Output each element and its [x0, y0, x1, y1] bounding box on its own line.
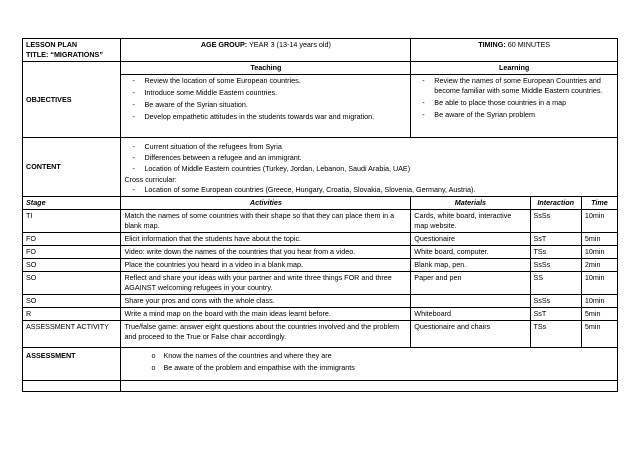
- age-group-value: YEAR 3 (13-14 years old): [247, 40, 331, 49]
- row-stage: FO: [23, 233, 121, 246]
- timing-label: TIMING:: [478, 40, 506, 49]
- timing-cell: [411, 39, 618, 62]
- row-stage: SO: [23, 259, 121, 272]
- table-row: [23, 272, 618, 295]
- row-stage: ASSESSMENT ACTIVITY: [23, 321, 121, 348]
- row-interaction: SsSs: [530, 210, 581, 233]
- row-interaction: SsT: [530, 308, 581, 321]
- row-materials: White board, computer.: [411, 246, 530, 259]
- table-row: [23, 308, 618, 321]
- learning-objectives: [411, 75, 618, 138]
- assessment-item: o Be aware of the problem and empathise with the immigrants: [143, 363, 614, 373]
- row-stage: SO: [23, 272, 121, 295]
- assessment-body: [121, 348, 618, 381]
- assessment-row: [23, 348, 618, 381]
- row-stage: FO: [23, 246, 121, 259]
- row-time: 5min: [581, 308, 617, 321]
- content-item: - Differences between a refugee and an immigrant.: [124, 153, 614, 163]
- row-materials: Questionaire: [411, 233, 530, 246]
- cross-curricular-item: - Location of some European countries (Greece, Hungary, Croatia, Slovakia, Slovenia, Germany, Austria).: [124, 185, 614, 195]
- teaching-item: - Be aware of the Syrian situation.: [124, 100, 407, 110]
- content-row: [23, 138, 618, 197]
- content-item: - Location of Middle Eastern countries (Turkey, Jordan, Lebanon, Saudi Arabia, UAE): [124, 164, 614, 174]
- row-time: 5min: [581, 233, 617, 246]
- age-group-cell: [121, 39, 411, 62]
- assessment-label: ASSESSMENT: [23, 348, 121, 381]
- row-interaction: TSs: [530, 321, 581, 348]
- learning-item: - Be able to place those countries in a map: [414, 98, 614, 108]
- content-item: - Current situation of the refugees from Syria: [124, 142, 614, 152]
- row-materials: Paper and pen: [411, 272, 530, 295]
- table-row: [23, 210, 618, 233]
- content-label: CONTENT: [23, 138, 121, 197]
- time-header: Time: [581, 197, 617, 210]
- row-activity: True/false game: answer eight questions about the countries involved and the problem and proceed to the True or False chair accordingly.: [121, 321, 411, 348]
- row-interaction: TSs: [530, 246, 581, 259]
- row-materials: [411, 295, 530, 308]
- empty-cell: [23, 381, 121, 392]
- lesson-plan-table: [22, 38, 618, 392]
- row-time: 10min: [581, 272, 617, 295]
- teaching-objectives: [121, 75, 411, 138]
- row-activity: Write a mind map on the board with the main ideas learnt before.: [121, 308, 411, 321]
- objectives-headings-row: [23, 62, 618, 75]
- row-materials: Whiteboard: [411, 308, 530, 321]
- row-activity: Reflect and share your ideas with your partner and write three things FOR and three AGAINST welcoming refugees in your country.: [121, 272, 411, 295]
- row-materials: Blank map, pen.: [411, 259, 530, 272]
- row-activity: Share your pros and cons with the whole class.: [121, 295, 411, 308]
- row-time: 5min: [581, 321, 617, 348]
- age-group-label: AGE GROUP:: [200, 40, 248, 49]
- lesson-plan-label: LESSON PLAN: [26, 40, 78, 49]
- row-stage: SO: [23, 295, 121, 308]
- table-row: [23, 246, 618, 259]
- table-row: [23, 295, 618, 308]
- objectives-label: OBJECTIVES: [23, 62, 121, 138]
- row-activity: Elicit information that the students have about the topic.: [121, 233, 411, 246]
- row-activity: Match the names of some countries with their shape so that they can place them in a blank map.: [121, 210, 411, 233]
- row-stage: R: [23, 308, 121, 321]
- row-activity: Video: write down the names of the countries that you hear from a video.: [121, 246, 411, 259]
- learning-heading: Learning: [411, 62, 618, 75]
- learning-item: - Be aware of the Syrian problem: [414, 110, 614, 120]
- row-time: 10min: [581, 246, 617, 259]
- row-time: 10min: [581, 210, 617, 233]
- header-row: [23, 39, 618, 62]
- empty-row: [23, 381, 618, 392]
- teaching-item: - Introduce some Middle Eastern countries.: [124, 88, 407, 98]
- row-activity: Place the countries you heard in a video in a blank map.: [121, 259, 411, 272]
- teaching-item: - Develop empathetic attitudes in the students towards war and migration.: [124, 112, 407, 122]
- lesson-title-cell: [23, 39, 121, 62]
- activities-header-row: [23, 197, 618, 210]
- row-interaction: SS: [530, 272, 581, 295]
- row-interaction: SsSs: [530, 259, 581, 272]
- row-interaction: SsT: [530, 233, 581, 246]
- row-materials: Cards, white board, interactive map website.: [411, 210, 530, 233]
- row-time: 10min: [581, 295, 617, 308]
- activities-header: Activities: [121, 197, 411, 210]
- timing-value: 60 MINUTES: [505, 40, 551, 49]
- row-time: 2min: [581, 259, 617, 272]
- assessment-item: o Know the names of the countries and where they are: [143, 351, 614, 361]
- row-materials: Questionaire and chairs: [411, 321, 530, 348]
- stage-header: Stage: [23, 197, 121, 210]
- table-row: [23, 259, 618, 272]
- learning-item: - Review the names of some European Countries and become familiar with some Middle Eastern countries.: [414, 76, 614, 96]
- teaching-item: - Review the location of some European countries.: [124, 76, 407, 86]
- row-interaction: SsSs: [530, 295, 581, 308]
- cross-curricular-label: Cross curricular:: [124, 175, 177, 184]
- teaching-heading: Teaching: [121, 62, 411, 75]
- lesson-title: TITLE: “MIGRATIONS”: [26, 50, 103, 59]
- table-row: [23, 233, 618, 246]
- interaction-header: Interaction: [530, 197, 581, 210]
- materials-header: Materials: [411, 197, 530, 210]
- row-stage: TI: [23, 210, 121, 233]
- content-body: [121, 138, 618, 197]
- table-row: [23, 321, 618, 348]
- empty-cell: [121, 381, 618, 392]
